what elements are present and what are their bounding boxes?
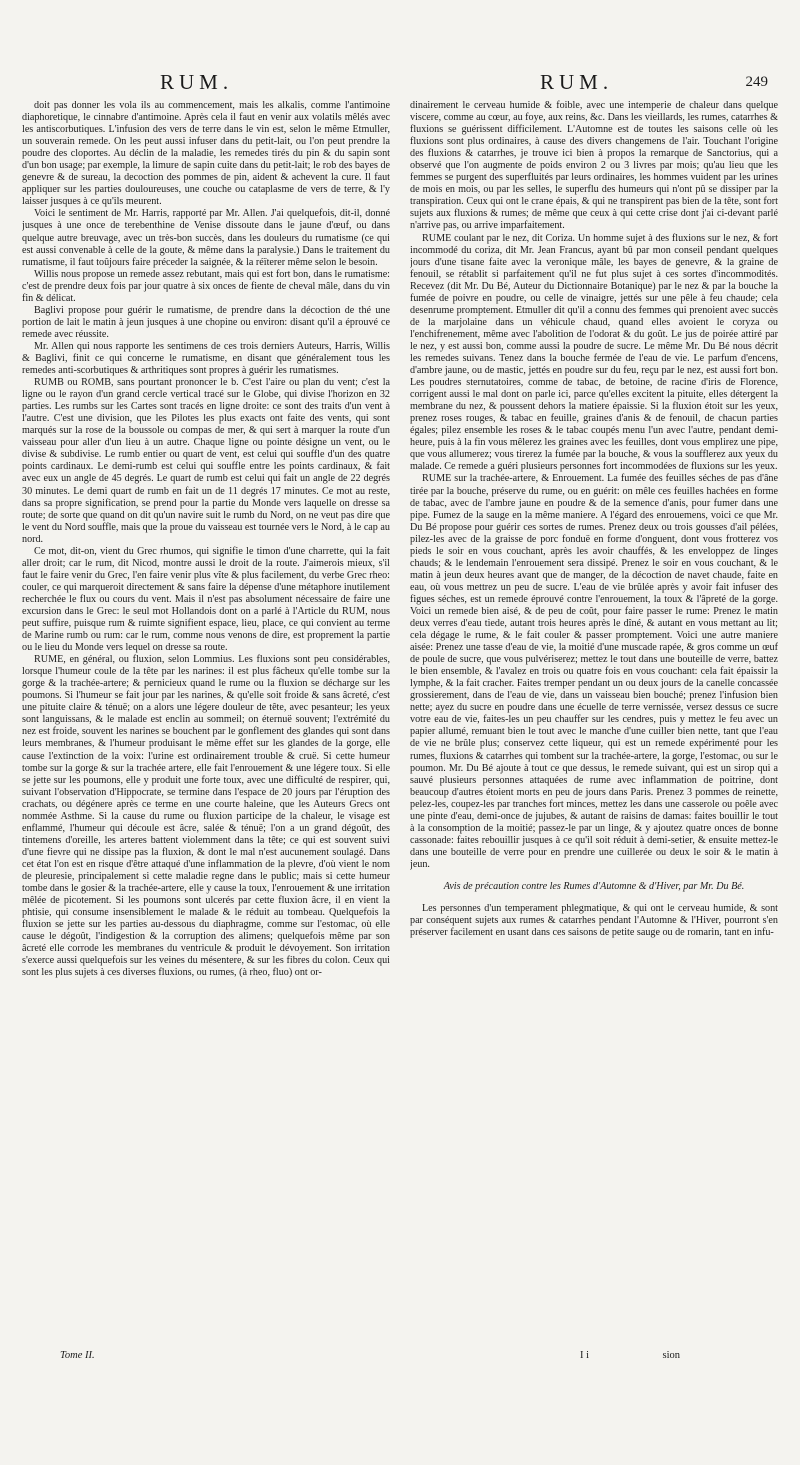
paragraph: Les personnes d'un temperament phlegmatique, & qui ont le cerveau humide, & sont par conséquent sujets aux rumes & catarrhes pendant l'Automne & l'Hiver, pourront s'en préserver facilement en usant dans ces saisons de petite sauge ou de romarin, tant en infu-: [410, 903, 778, 939]
right-column: [410, 100, 778, 1440]
paragraph: Willis nous propose un remede assez rebutant, mais qui est fort bon, dans le rumatisme: c'est de prendre deux fois par jour quatre à six onces de fiente de cheval mâle, dans du vin fin & délicat.: [22, 268, 390, 304]
page-number: 249: [745, 74, 768, 90]
signature-mark: I i: [580, 1350, 590, 1361]
paragraph: Baglivi propose pour guérir le rumatisme, de prendre dans la décoction de thé une portion de lait le matin à jeun jusques à une chopine ou environ: disant qu'il a éprouvé ce remede avec réussite.: [22, 304, 390, 340]
catchword: sion: [662, 1350, 681, 1361]
volume-signature: Tome II.: [60, 1350, 95, 1361]
paragraph: dinairement le cerveau humide & foible, avec une intemperie de chaleur dans quelque viscere, comme au cœur, au foye, aux reins, &c. Dans les vieillards, les rumes, catarrhes & fluxions se guérissent difficilement. L'Automne est de toutes les saisons celle où les fluxions sont plus ordinaires, à cause des divers changemens de l'air. Touchant l'origine des fluxions & catarrhes, je trouve ici bien à propos la remarque de Sanctorius, qui a observé que l'on augmente de poids environ 2 ou 3 livres par mois; qu'au lieu que les femmes se purgent des superfluités par leurs ordinaires, les hommes vuident par les urines de mois en mois, ou par les selles, le superflu des humeurs qui n'ont pû se dissiper par la transpiration. Ceux qui ont le crane épais, & qui ne transpirent pas bien de la tête, sont fort sujets aux fluxions & rumes; de même que ceux à qui cette crise dont j'ai ci-devant parlé n'arrive pas, ou arrive imparfaitement.: [410, 100, 778, 232]
paragraph: Mr. Allen qui nous rapporte les sentimens de ces trois derniers Auteurs, Harris, Willis & Baglivi, finit ce qui concerne le rumatisme, en disant que généralement tous les remedes anti-scorbutiques & arthritiques sont propres à guérir les rumatismes.: [22, 340, 390, 377]
left-column: [22, 100, 390, 1440]
paragraph: Voici le sentiment de Mr. Harris, rapporté par Mr. Allen. J'ai quelquefois, dit-il, donné jusques à une once de terebenthine de Venise dissoute dans le jaune d'œuf, ou dans quelque autre breuvage, avec un très-bon succès, dans les douleurs du rumatisme (ce qui est aussi convenable à celle de la goute, & même dans la paralysie.) Dans le traitement du rumatisme, il faut toûjours faire préceder la saignée, & la réïterer même selon le besoin.: [22, 208, 390, 268]
right-running-title: RUM.: [540, 70, 614, 94]
paragraph: RUME sur la trachée-artere, & Enrouement. La fumée des feuilles séches de pas d'âne tirée par la bouche, préserve du rume, ou en guérit: on mêle ces feuilles hachées en forme de tabac, avec de l'ambre jaune en poudre & de la semence d'anis, pour fumer dans une pipe. Fumez de la sauge en la même maniere. A l'égard des enrouemens, voici ce que Mr. Du Bé propose pour guérir ces sortes de rumes. Prenez deux ou trois gousses d'ail pélées, pilez-les avec de la graisse de porc fonduë en forme d'onguent, dont vous frotterez vos pieds le soir en vous couchant, après les avoir chauffés, & les enveloppez de linges chauds; & le lendemain l'enrouement sera dissipé. Prenez le soir en vous couchant, & le matin à jeun deux heures avant que de manger, de la décoction de navet chaude, faite en eau, où vous mettrez un peu de sucre. L'eau de vie brûlée après y avoir fait infuser des figues séches, est un remede éprouvé contre l'enrouement, la toux & l'âpreté de la gorge. Voici un remede bien aisé, & de peu de coût, pour faire passer le rume: Prenez le matin deux verres d'eau tiede, autant trois heures après le dîné, & autant en vous mettant au lit; cela dégage le rume, & le fait couler & passer promptement. Voici une autre maniere aisée: Prenez une tasse d'eau de vie, la moitié d'une muscade rapée, & gros comme un œuf de poule de sucre, que vous pulvériserez; mettez le tout dans une bouteille de verre, battez le bien ensemble, & l'avalez en trois ou quatre fois en vous couchant: cela fait épaissir la lymphe, & la fait cracher. Faites tremper pendant un ou deux jours de la canelle concassée grossierement, dans de l'eau de vie, dans un vaisseau bien bouché; prenez l'infusion bien nette; ayez du sucre en poudre dans une écuelle de terre vernissée, versez dessus ce sucre votre eau de vie, faites-les un peu chauffer sur les cendres, puis y mettez le feu avec un papier allumé, remuant bien le tout avec le manche d'une cuiller bien nette, tant que l'eau de vie ne brûle plus; conservez cette liqueur, qui est un remede expérimenté pour les rumes, fluxions & catarrhes qui tombent sur la trachée-artere, la gorge, l'estomac, ou sur le poumon. Mr. Du Bé ajoute à tout ce que dessus, le remede suivant, qui est un sirop qui a sauvé plusieurs personnes attaquées de rume avec inflammation de poitrine, dont beaucoup d'autres étoient morts en peu de jours dans Paris. Prenez 3 pommes de reinette, pelez-les, coupez-les par tranches fort minces, mettez les dans une casserole ou poêle avec une pinte d'eau, demi-once de jujubes, & autant de raisins de damas: faites bouillir le tout à la consomption de la moitié; passez-le par un linge, & y ajoutez quatre onces de bonne cassonade: faites rebouillir jusques à ce qu'il soit réduit à demi-setier, & ensuite mettez-le dans une bouteille de verre pour en prendre une cuillerée ou deux le soir & le matin à jeun.: [410, 473, 778, 870]
paragraph: RUME coulant par le nez, dit Coriza. Un homme sujet à des fluxions sur le nez, & fort incommodé du coriza, dit Mr. Jean Francus, ayant bû par mon conseil pendant quelques jours d'une tisane faite avec la veronique mâle, les bayes de genevre, & la graine de fenouil, se rétablit si parfaitement qu'il ne fut plus sujet à ces sortes d'incommodités. Recevez (dit Mr. Du Bé, Auteur du Dictionnaire Botanique) par le nez & par la bouche la fumée de poivre en poudre, ou celle de vinaigre, jettés sur une pêle à feu chaude; cela desenrume promptement. Etmuller dit qu'il a connu des femmes qui prenoient avec succès de la marjolaine dans un véhicule chaud, quand elles avoient le coryza ou l'enchifrenement, même avec l'abolition de l'odorat & du goût. Le jus de poirée attiré par le nez, y est aussi bon, comme aussi la poudre de sucre. Le même Mr. Du Bé nous décrit les remedes suivans. Tenez dans la bouche fermée de l'eau de vie. Le parfum d'encens, d'ambre jaune, ou de mastic, jettés en poudre sur du feu, reçu par le nez, est aussi fort bon. Les poudres sternutatoires, comme de tabac, de betoine, de racine d'iris de Florence, corrigent aussi le mal dont on parle ici, parce qu'elles excitent la pituite, elles détergent la membrane du nez, & poussent dehors la matiere épaissie. Si la fluxion étoit sur les yeux, prenez roses rouges, & tabac en feuille, graines d'anis & de fenouil, de chacun parties égales; pilez ensemble les roses & le tabac coupés menu l'un avec l'autre, pendant demi-heure, puis à la fin vous mêlerez les graines avec les feuilles, dont vous emplirez une pipe, que vous allumerez; vous tirerez la fumée par la bouche, & vous la soufflerez aux yeux du malade. Ce remede a guéri plusieurs personnes fort incommodées de fluxions sur les yeux.: [410, 232, 778, 473]
text-columns: [22, 100, 778, 1440]
gathering-signature: [580, 1350, 680, 1361]
running-head: [0, 70, 800, 100]
paragraph: RUMB ou ROMB, sans pourtant prononcer le b. C'est l'aire ou plan du vent; c'est la ligne ou le rayon d'un grand cercle vertical tracé sur le Globe, qui divise l'horizon en 32 parties. Les rumbs sur les Cartes sont tracés en ligne droite: ce sont des traits d'un vent à l'autre. C'est une division, que les Pilotes les plus exacts ont faite des vents, qui sont marqués sur la rose de la boussole ou compas de mer, & qui sert à marquer la route d'un vaisseau pour aller d'un lieu à un autre. Chaque ligne ou pointe désigne un vent, ou le divise & subdivise. Le rumb entier ou quart de vent, est celui qui souffle d'un des quatre points cardinaux. Le demi-rumb est celui qui souffle entre les points cardinaux, & fait avec eux un angle de 45 degrés. Le quart de rumb est celui qui fait un angle de 22 degrés 30 minutes. Le demi quart de rumb en fait un de 11 degrés 17 minutes. Ce mot au reste, dans sa propre signification, se prend pour la partie du Monde vers laquelle on dresse sa route; de sorte que quand on dit qu'un navire suit le rumb du Nord, on ne veut pas dire que le vent du Nord souffle, mais que la proue du vaisseau est tournée vers le Nord, à le cap au nord.: [22, 377, 390, 545]
paragraph: RUME, en général, ou fluxion, selon Lommius. Les fluxions sont peu considérables, lorsque l'humeur coule de la tête par les narines: il est plus fâcheux qu'elle tombe sur la gorge & la trachée-artere; & pernicieux quand le rume ou la fluxion se décharge sur les poumons. Si l'humeur se fait jour par les narines, & qu'elle soit froide & sans âcreté, c'est une pituite claire & ténuë; on a alors une légere douleur de tête, avec pesanteur; les yeux sont languissans, & le malade est enclin au sommeil; on éternuë souvent; l'extrémité du nez est froide, souvent les narines se bouchent par le gonflement des glandes qui sont dans leurs membranes, & l'humeur produisant le même effet sur les glandes de la gorge, elle cause l'extinction de la voix: l'urine est ordinairement trouble & cruë. Si cette humeur tombe sur la gorge & sur la trachée artere, elle fait l'enrouement & une légere toux. Si elle se jette sur les poumons, elle y produit une forte toux, avec une difficulté de respirer, qui, suivant l'observation d'Hippocrate, se termine dans l'espace de 20 jours par l'éruption des crachats, ou dégénere après ce terme en une courte haleine, que les Auteurs Grecs ont nommée Asthme. Si la cause du rume ou fluxion participe de la chaleur, le visage est enflammé, l'humeur qui découle est âcre, salée & ténuë; l'on a un grand dégoût, des tintemens d'oreille, les arteres battent violemment dans la tête; ce qui est souvent suivi d'une fievre qui ne dissipe pas la fluxion, & dont le mal n'est aucunement soulagé. Dans cet état l'on est en risque d'être attaqué d'une inflammation de la plevre, d'où vient le nom de pleuresie, principalement si cette maladie regne dans le public; mais si cette humeur tombe dans le gosier & la trachée-artere, elle y cause la toux, l'enrouement & une irritation mêlée de picotement. Si les poumons sont ulcerés par cette fluxion âcre, il en vient la phtisie, qui consume insensiblement le malade & le réduit au tombeau. Quelquefois la fluxion se jette sur les parties au-dessous du diaphragme, comme sur l'estomac, où elle cause le dégoût, l'indigestion & la corruption des alimens; quelquefois même par son âcreté elle corrode les membranes du ventricule & produit le dévoyement. Son irritation s'exerce aussi quelquefois sur les veines du mésentere, & sur les fibres du colon. Ceux qui sont les plus sujets à ces diverses fluxions, ou rumes, (à rheo, fluo) ont or-: [22, 654, 390, 979]
section-heading: Avis de précaution contre les Rumes d'Automne & d'Hiver, par Mr. Du Bé.: [443, 881, 745, 892]
paragraph: Ce mot, dit-on, vient du Grec rhumos, qui signifie le timon d'une charrette, qui la fait aller droit; car le rum, dit Nicod, montre aussi le droit de la route. J'aimerois mieux, s'il faut le faire venir du Grec, l'en faire venir plus vîte & plus facilement, du verbe Grec rheo: couler, ce qui marqueroit directement & sans faire la dépense d'une métaphore inutilement recherchée le flux ou cours du vent. Mais il n'est pas absolument nécessaire de faire une excursion dans le Grec: le seul mot Hollandois dont on a parlé à l'Article du RUM, nous peut suffire, puisque rum & ruimte signifient espace, lieu, place, ce qui convient au terme de Marine rumb ou rum: car le rum, comme nous venons de dire, est proprement la partie ou le lieu du Monde vers lequel on dresse sa route.: [22, 545, 390, 654]
paragraph: doit pas donner les vola ils au commencement, mais les alkalis, comme l'antimoine diaphoretique, le cinnabre d'antimoine. Après cela il faut en venir aux volatils mêlés avec les antiscorbutiques. L'infusion des vers de terre dans le vin est, selon le même Etmuller, un souverain remede. On les peut aussi infuser dans du petit-lait, ou l'on peut prendre la poudre des cloportes. Au déclin de la maladie, les remedes tirés du pin & du sapin sont d'un bon usage; par exemple, la limure de sapin cuite dans du petit-lait; le rob des bayes de genevre & de sureau, la decoction des pommes de pin, aident & achevent la cure. Il faut appliquer sur les parties douloureuses, une couche ou cataplasme de vers de terre, & l'y laisser jusques à ce qu'ils meurent.: [22, 100, 390, 208]
left-running-title: RUM.: [160, 70, 234, 94]
